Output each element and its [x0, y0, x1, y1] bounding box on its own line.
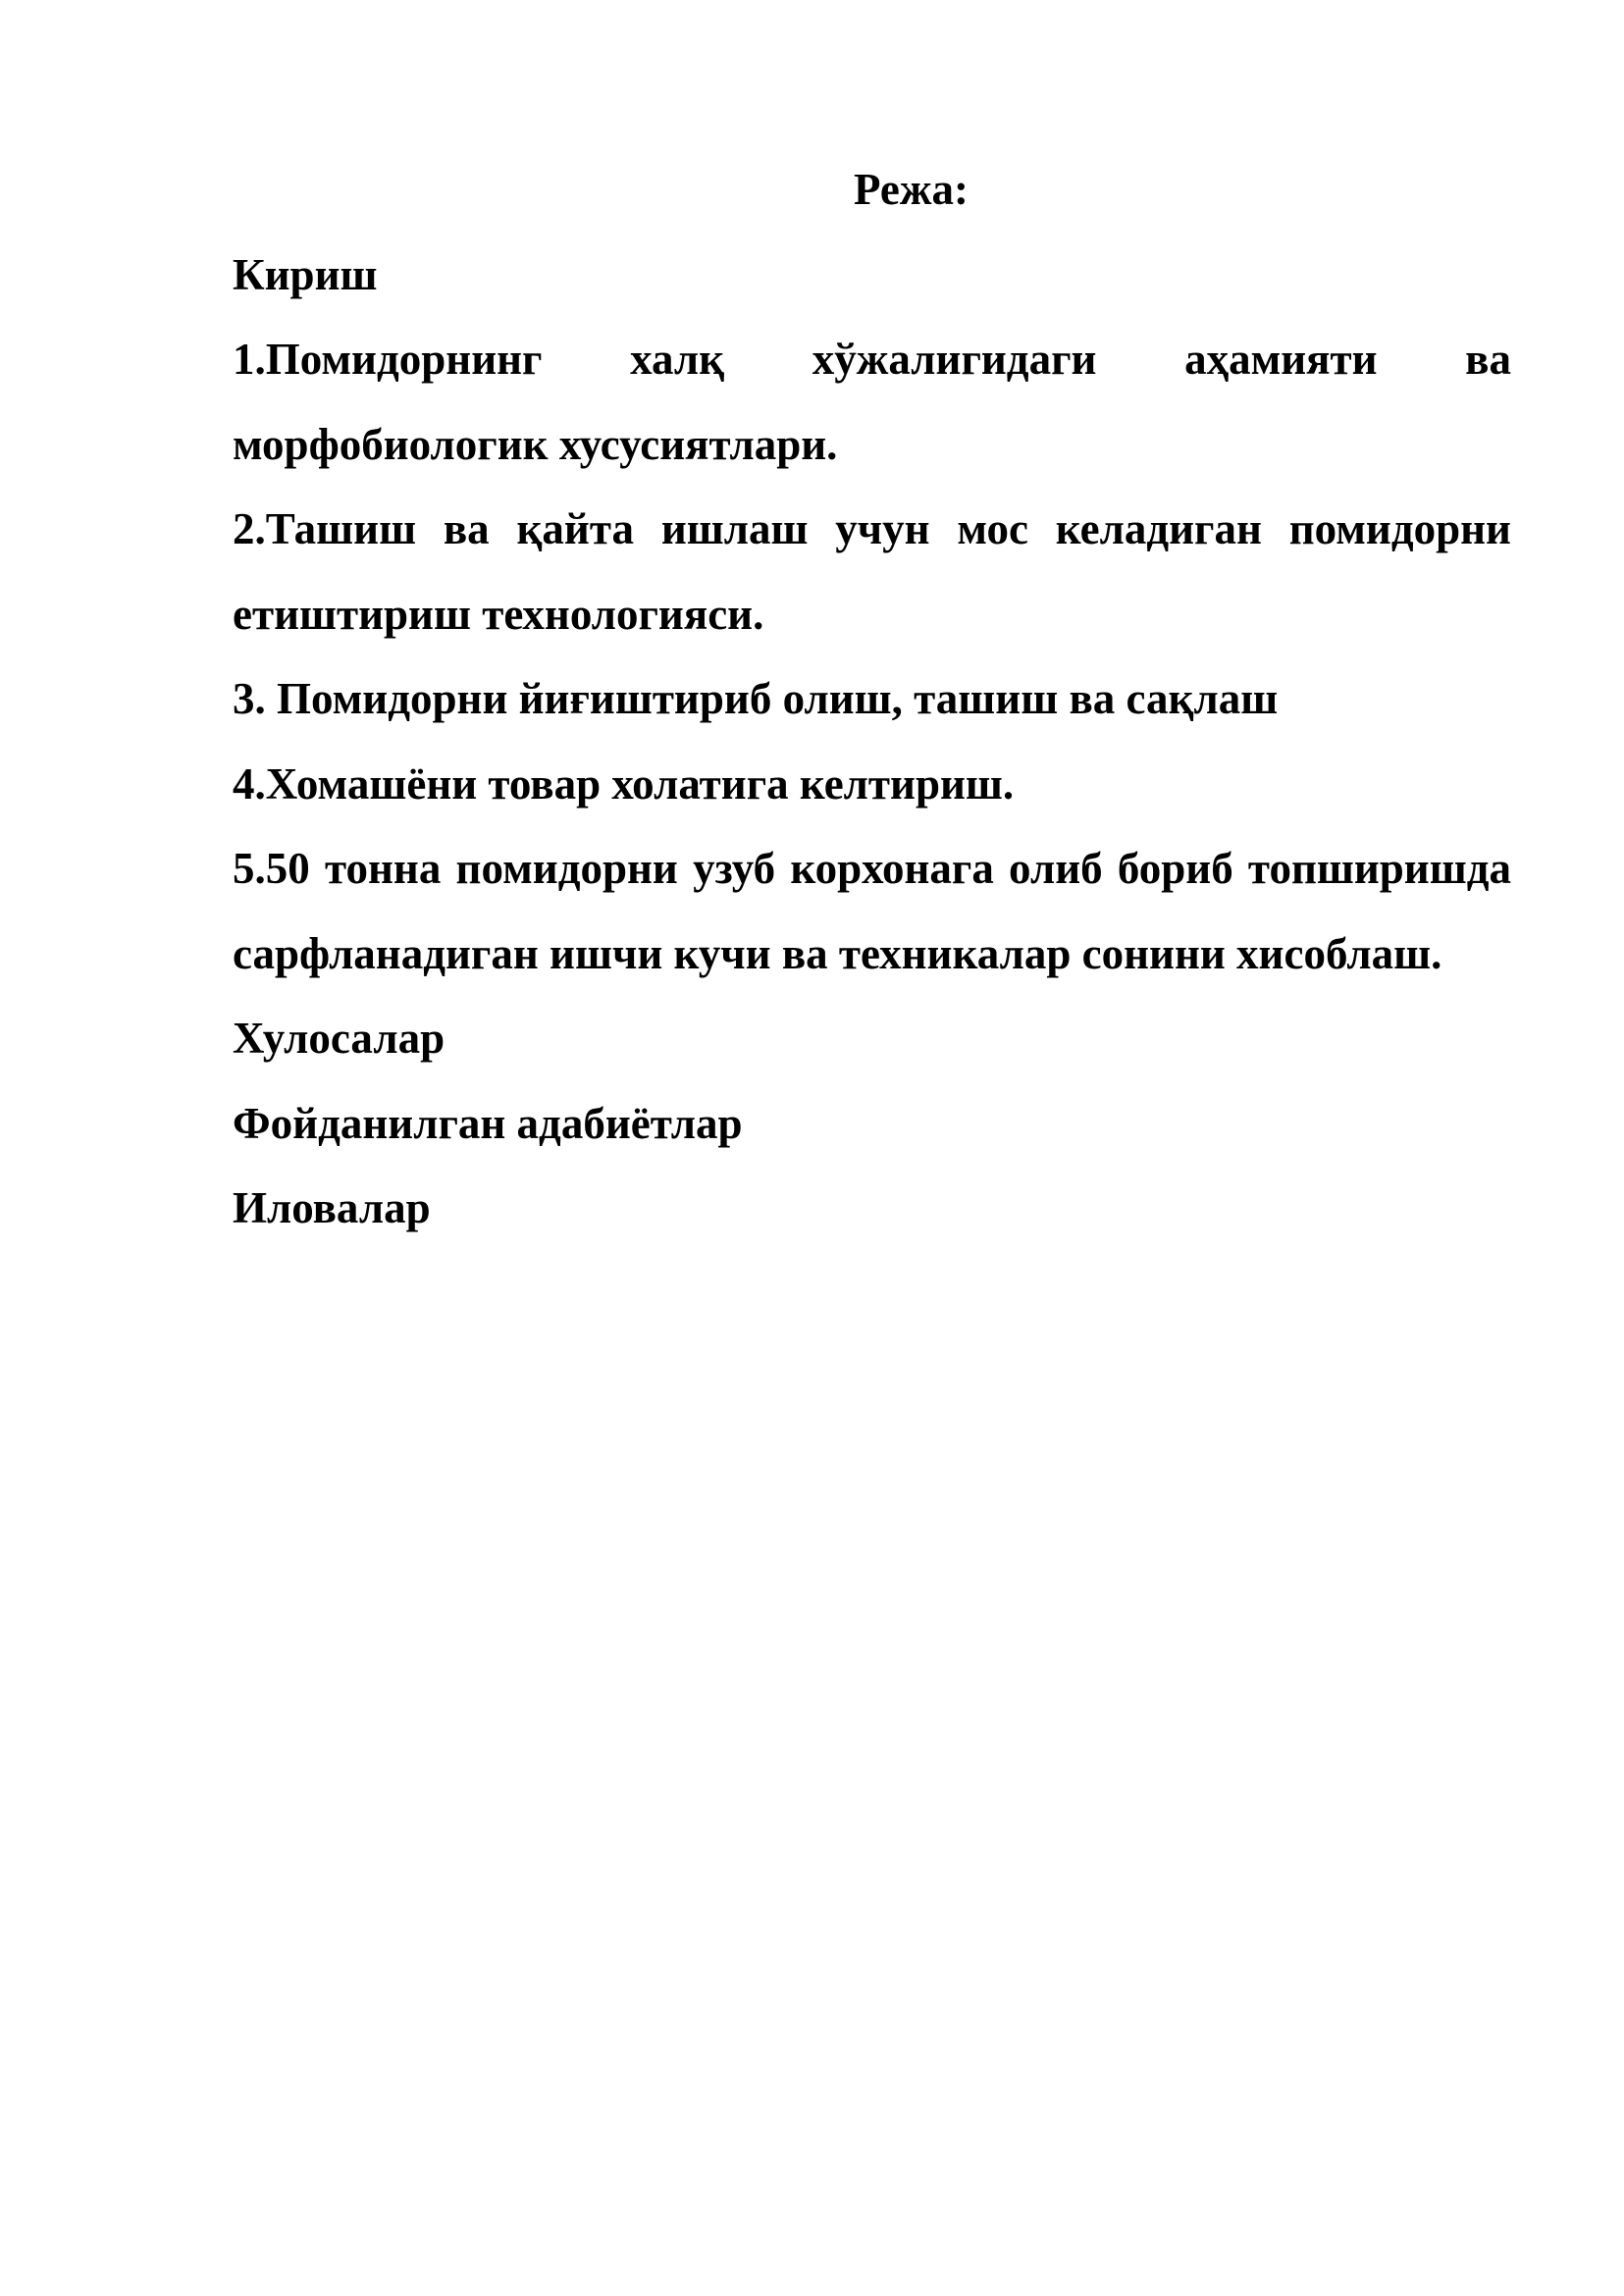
plan-item-introduction: Кириш [233, 249, 378, 299]
plan-item-conclusions: Хулосалар [233, 1014, 445, 1063]
page-title: Режа: [854, 165, 969, 214]
plan-item-4: 4.Хомашёни товар холатига келтириш. [233, 758, 1015, 809]
plan-item-3: 3. Помидорни йиғиштириб олиш, ташиш ва сақлаш [233, 674, 1279, 723]
plan-item-2: 2.Ташиш ва қайта ишлаш учун мос келадиган помидорни етиштириш технологияси. [233, 504, 1511, 639]
plan-content [233, 147, 1511, 1251]
plan-item-5: 5.50 тонна помидорни узуб корхонага олиб бориб топширишда сарфланадиган ишчи кучи ва техникалар сонини хисоблаш. [233, 844, 1511, 978]
plan-item-appendices: Иловалар [233, 1183, 431, 1232]
plan-item-references: Фойданилган адабиётлар [233, 1098, 743, 1148]
plan-item-1: 1.Помидорнинг халқ хўжалигидаги аҳамияти ва морфобиологик хусусиятлари. [233, 335, 1511, 469]
